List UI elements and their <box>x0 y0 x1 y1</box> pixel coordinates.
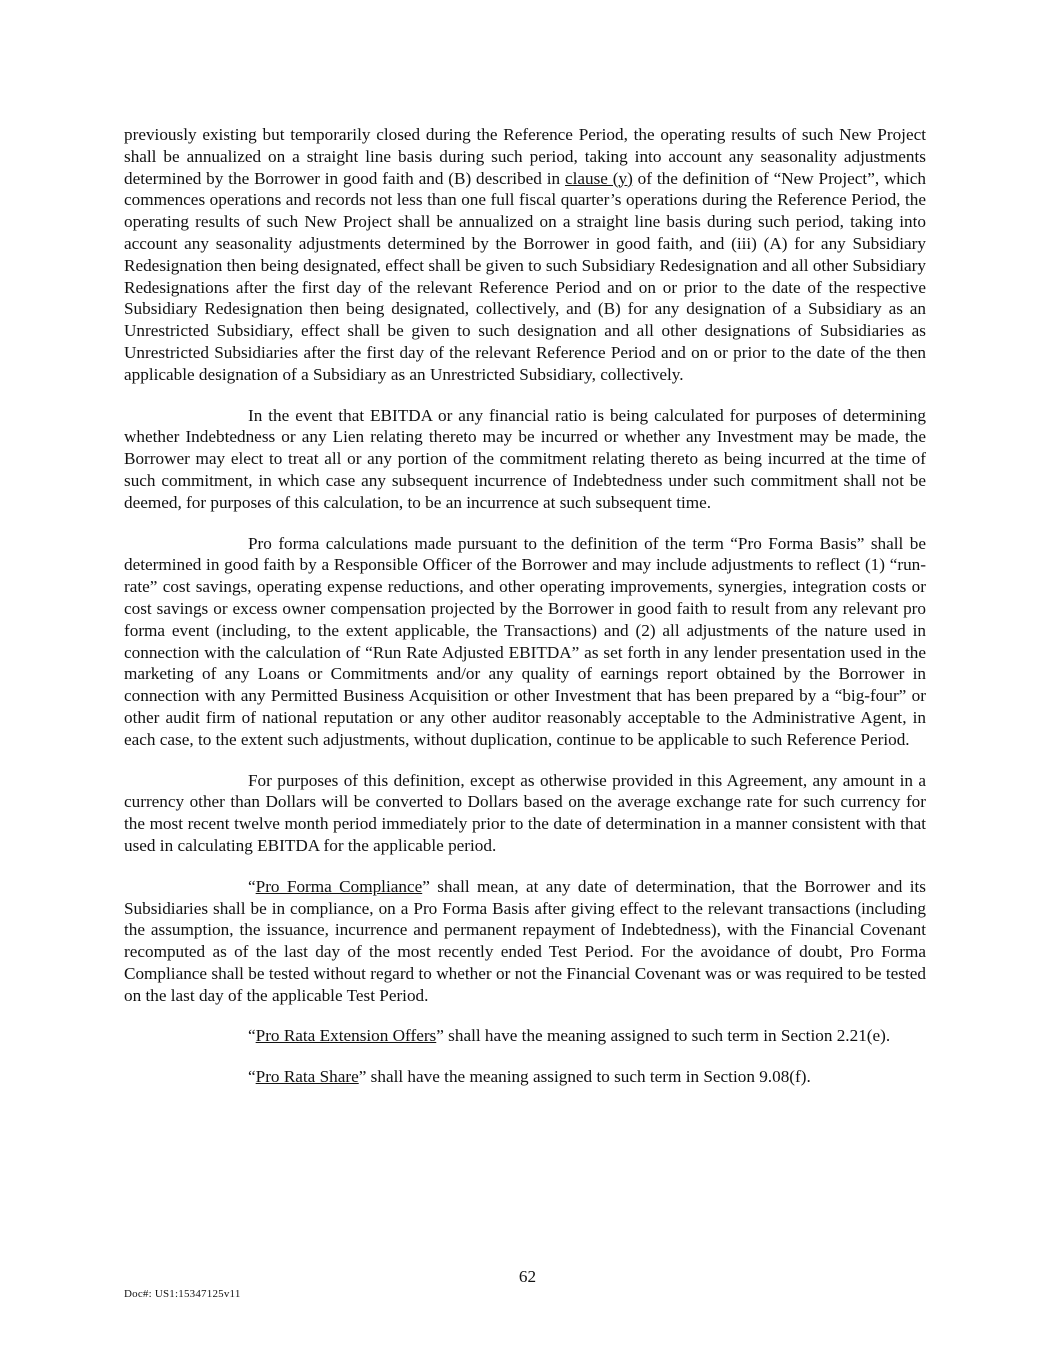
page-number: 62 <box>518 1267 537 1286</box>
document-body <box>124 124 926 1107</box>
document-id: Doc#: US1:15347125v11 <box>124 1288 241 1300</box>
open-quote: “ <box>248 876 256 896</box>
defined-term: Pro Rata Share <box>255 1067 359 1087</box>
paragraph-text: of the definition of “New Project”, which commences operations and records not less than one full fiscal quarter’s operations during the Reference Period, the operating results of such New Project shall be annualized on a straight line basis during such period, taking into account any seasonality adjustments determined by the Borrower in good faith, and (iii) (A) for any Subsidiary Redesignation then being designated, effect shall be given to such Subsidiary Redesignation and all other Subsidiary Redesignations after the first day of the relevant Reference Period and on or prior to the date of the respective Subsidiary Redesignation then being designated, collectively, and (B) for any designation of a Subsidiary as an Unrestricted Subsidiary, effect shall be given to such designation and all other designations of Subsidiaries as Unrestricted Subsidiaries after the first day of the relevant Reference Period and on or prior to the date of the then applicable designation of a Subsidiary as an Unrestricted Subsidiary, collectively. <box>124 168 926 384</box>
definition-pro-rata-share <box>124 1066 926 1088</box>
paragraph-text: previously existing but temporarily closed during the Reference Period, the operating results of such New Project shall be annualized on a straight line basis during such period, taking into account any seasonality adjustments determined by the Borrower in good faith and (B) described in <box>124 125 926 188</box>
paragraph-currency-conversion: For purposes of this definition, except as otherwise provided in this Agreement, any amount in a currency other than Dollars will be converted to Dollars based on the average exchange rate for such currency for the most recent twelve month period immediately prior to the date of determination in a manner consistent with that used in calculating EBITDA for the applicable period. <box>124 770 926 855</box>
definition-text: ” shall mean, at any date of determination, that the Borrower and its Subsidiaries shall be in compliance, on a Pro Forma Basis after giving effect to the relevant transactions (including the assumption, the issuance, incurrence and permanent repayment of Indebtedness), with the Financial Covenant recomputed as of the last day of the most recently ended Test Period. For the avoidance of doubt, Pro Forma Compliance shall be tested without regard to whether or not the Financial Covenant was or was required to be tested on the last day of the applicable Test Period. <box>124 876 926 1005</box>
open-quote: “ <box>248 1067 256 1087</box>
definition-pro-rata-extension-offers <box>124 1025 926 1047</box>
open-quote: “ <box>248 1026 256 1046</box>
definition-pro-forma-compliance <box>124 876 926 1007</box>
definition-text: ” shall have the meaning assigned to such term in Section 9.08(f). <box>358 1067 811 1087</box>
defined-term: Pro Rata Extension Offers <box>255 1026 437 1046</box>
paragraph-pro-forma-calculations: Pro forma calculations made pursuant to the definition of the term “Pro Forma Basis” shall be determined in good faith by a Responsible Officer of the Borrower and may include adjustments to reflect (1) “run-rate” cost savings, operating expense reductions, and other operating improvements, synergies, integration costs or cost savings or excess owner compensation projected by the Borrower in good faith to result from any relevant pro forma event (including, to the extent applicable, the Transactions) and (2) all adjustments of the nature used in connection with the calculation of “Run Rate Adjusted EBITDA” as set forth in any lender presentation used in the marketing of any Loans or Commitments and/or any quality of earnings report obtained by the Borrower in connection with any Permitted Business Acquisition or other Investment that has been prepared by a “big-four” or other audit firm of national reputation or any other auditor reasonably acceptable to the Administrative Agent, in each case, to the extent such adjustments, without duplication, continue to be applicable to such Reference Period. <box>124 533 926 749</box>
clause-reference: clause (y) <box>564 168 633 188</box>
paragraph-ebitda-commitment: In the event that EBITDA or any financial ratio is being calculated for purposes of determining whether Indebtedness or any Lien relating thereto may be incurred or whether any Investment may be made, the Borrower may elect to treat all or any portion of the commitment relating thereto as being incurred at the time of such commitment, in which case any subsequent incurrence of Indebtedness under such commitment shall not be deemed, for purposes of this calculation, to be an incurrence at such subsequent time. <box>124 405 926 512</box>
paragraph-continuation <box>124 124 926 386</box>
definition-text: ” shall have the meaning assigned to such term in Section 2.21(e). <box>436 1026 891 1046</box>
defined-term: Pro Forma Compliance <box>255 876 423 896</box>
